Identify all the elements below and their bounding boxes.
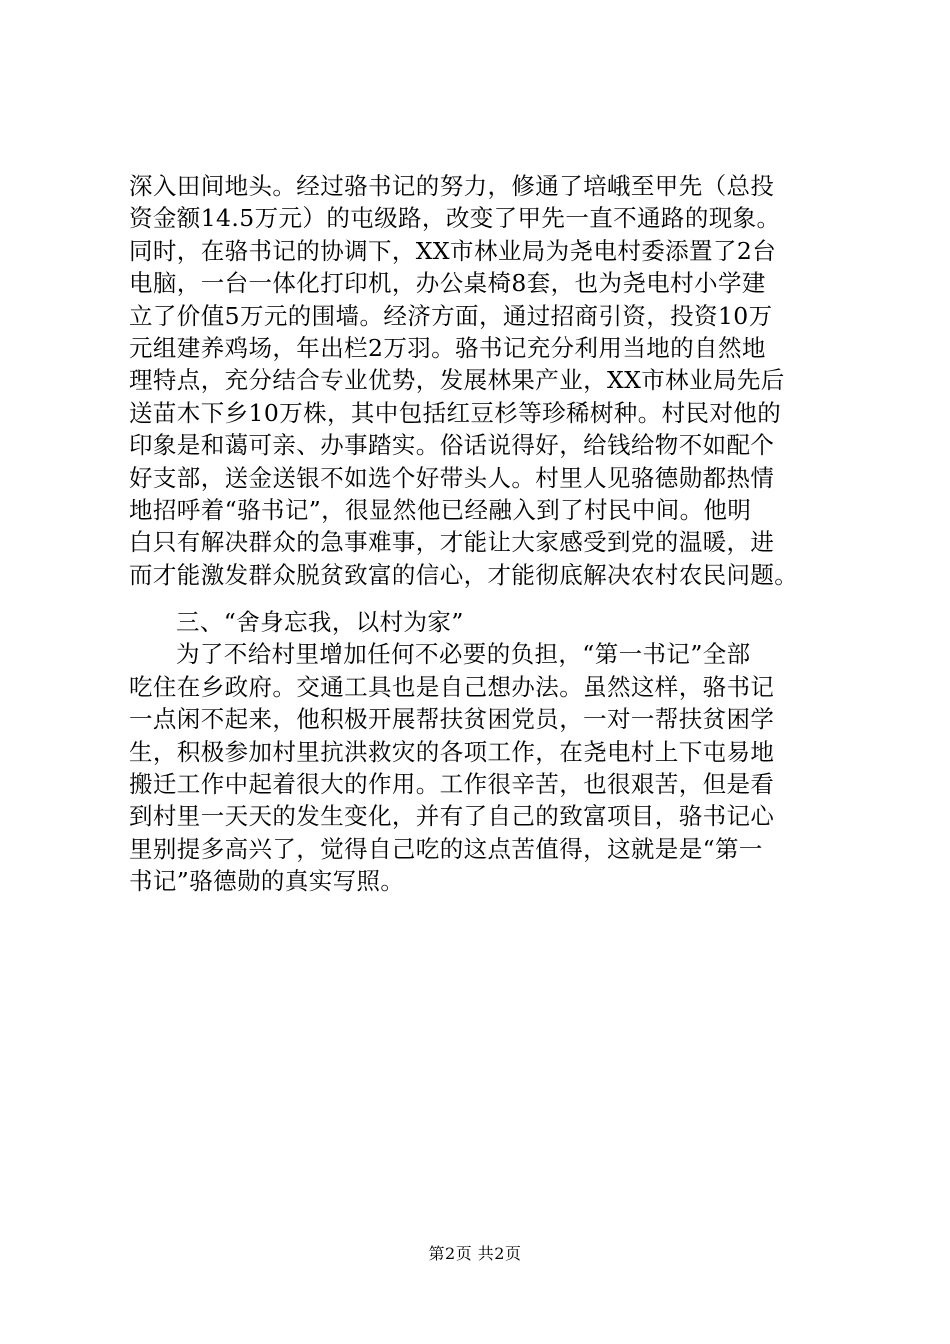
text-line: 送苗木下乡10万株，其中包括红豆杉等珍稀树种。村民对他的 [129, 398, 782, 427]
text-line: 地招呼着“骆书记”，很显然他已经融入到了村民中间。他明 [129, 495, 752, 524]
section-3 [129, 606, 829, 898]
text-line: 到村里一天天的发生变化，并有了自己的致富项目，骆书记心 [129, 802, 775, 831]
text-line: 理特点，充分结合专业优势，发展林果产业，XX市林业局先后 [129, 366, 785, 395]
text-line: 生，积极参加村里抗洪救灾的各项工作，在尧电村上下屯易地 [129, 737, 775, 766]
text-line: 吃住在乡政府。交通工具也是自己想办法。虽然这样，骆书记 [129, 672, 775, 701]
text-line: 而才能激发群众脱贫致富的信心，才能彻底解决农村农民问题。 [129, 560, 799, 589]
text-line: 资金额14.5万元）的屯级路，改变了甲先一直不通路的现象。 [129, 204, 781, 233]
page-footer [0, 1244, 950, 1264]
text-line: 元组建养鸡场，年出栏2万羽。骆书记充分利用当地的自然地 [129, 333, 766, 362]
text-line: 深入田间地头。经过骆书记的努力，修通了培峨至甲先（总投 [129, 172, 775, 200]
paragraph-1 [129, 170, 829, 591]
text-line: 书记”骆德勋的真实写照。 [129, 867, 405, 896]
text-line: 里别提多高兴了，觉得自己吃的这点苦值得，这就是是“第一 [129, 834, 763, 863]
text-line: 印象是和蔼可亲、办事踏实。俗话说得好，给钱给物不如配个 [129, 431, 775, 460]
section-heading: 三、“舍身忘我，以村为家” [176, 608, 464, 636]
text-line: 白只有解决群众的急事难事，才能让大家感受到党的温暖，进 [129, 528, 775, 557]
text-line: 同时，在骆书记的协调下，XX市林业局为尧电村委添置了2台 [129, 236, 777, 265]
page-number: 第2页 共2页 [428, 1244, 522, 1263]
text-line: 一点闲不起来，他积极开展帮扶贫困党员，一对一帮扶贫困学 [129, 705, 775, 734]
text-line: 立了价值5万元的围墙。经济方面，通过招商引资，投资10万 [129, 301, 773, 330]
text-line: 好支部，送金送银不如选个好带头人。村里人见骆德勋都热情 [129, 463, 775, 492]
text-line: 为了不给村里增加任何不必要的负担，“第一书记”全部 [176, 640, 751, 669]
text-line: 电脑，一台一体化打印机，办公桌椅8套，也为尧电村小学建 [129, 269, 766, 298]
text-line: 搬迁工作中起着很大的作用。工作很辛苦，也很艰苦，但是看 [129, 769, 775, 798]
